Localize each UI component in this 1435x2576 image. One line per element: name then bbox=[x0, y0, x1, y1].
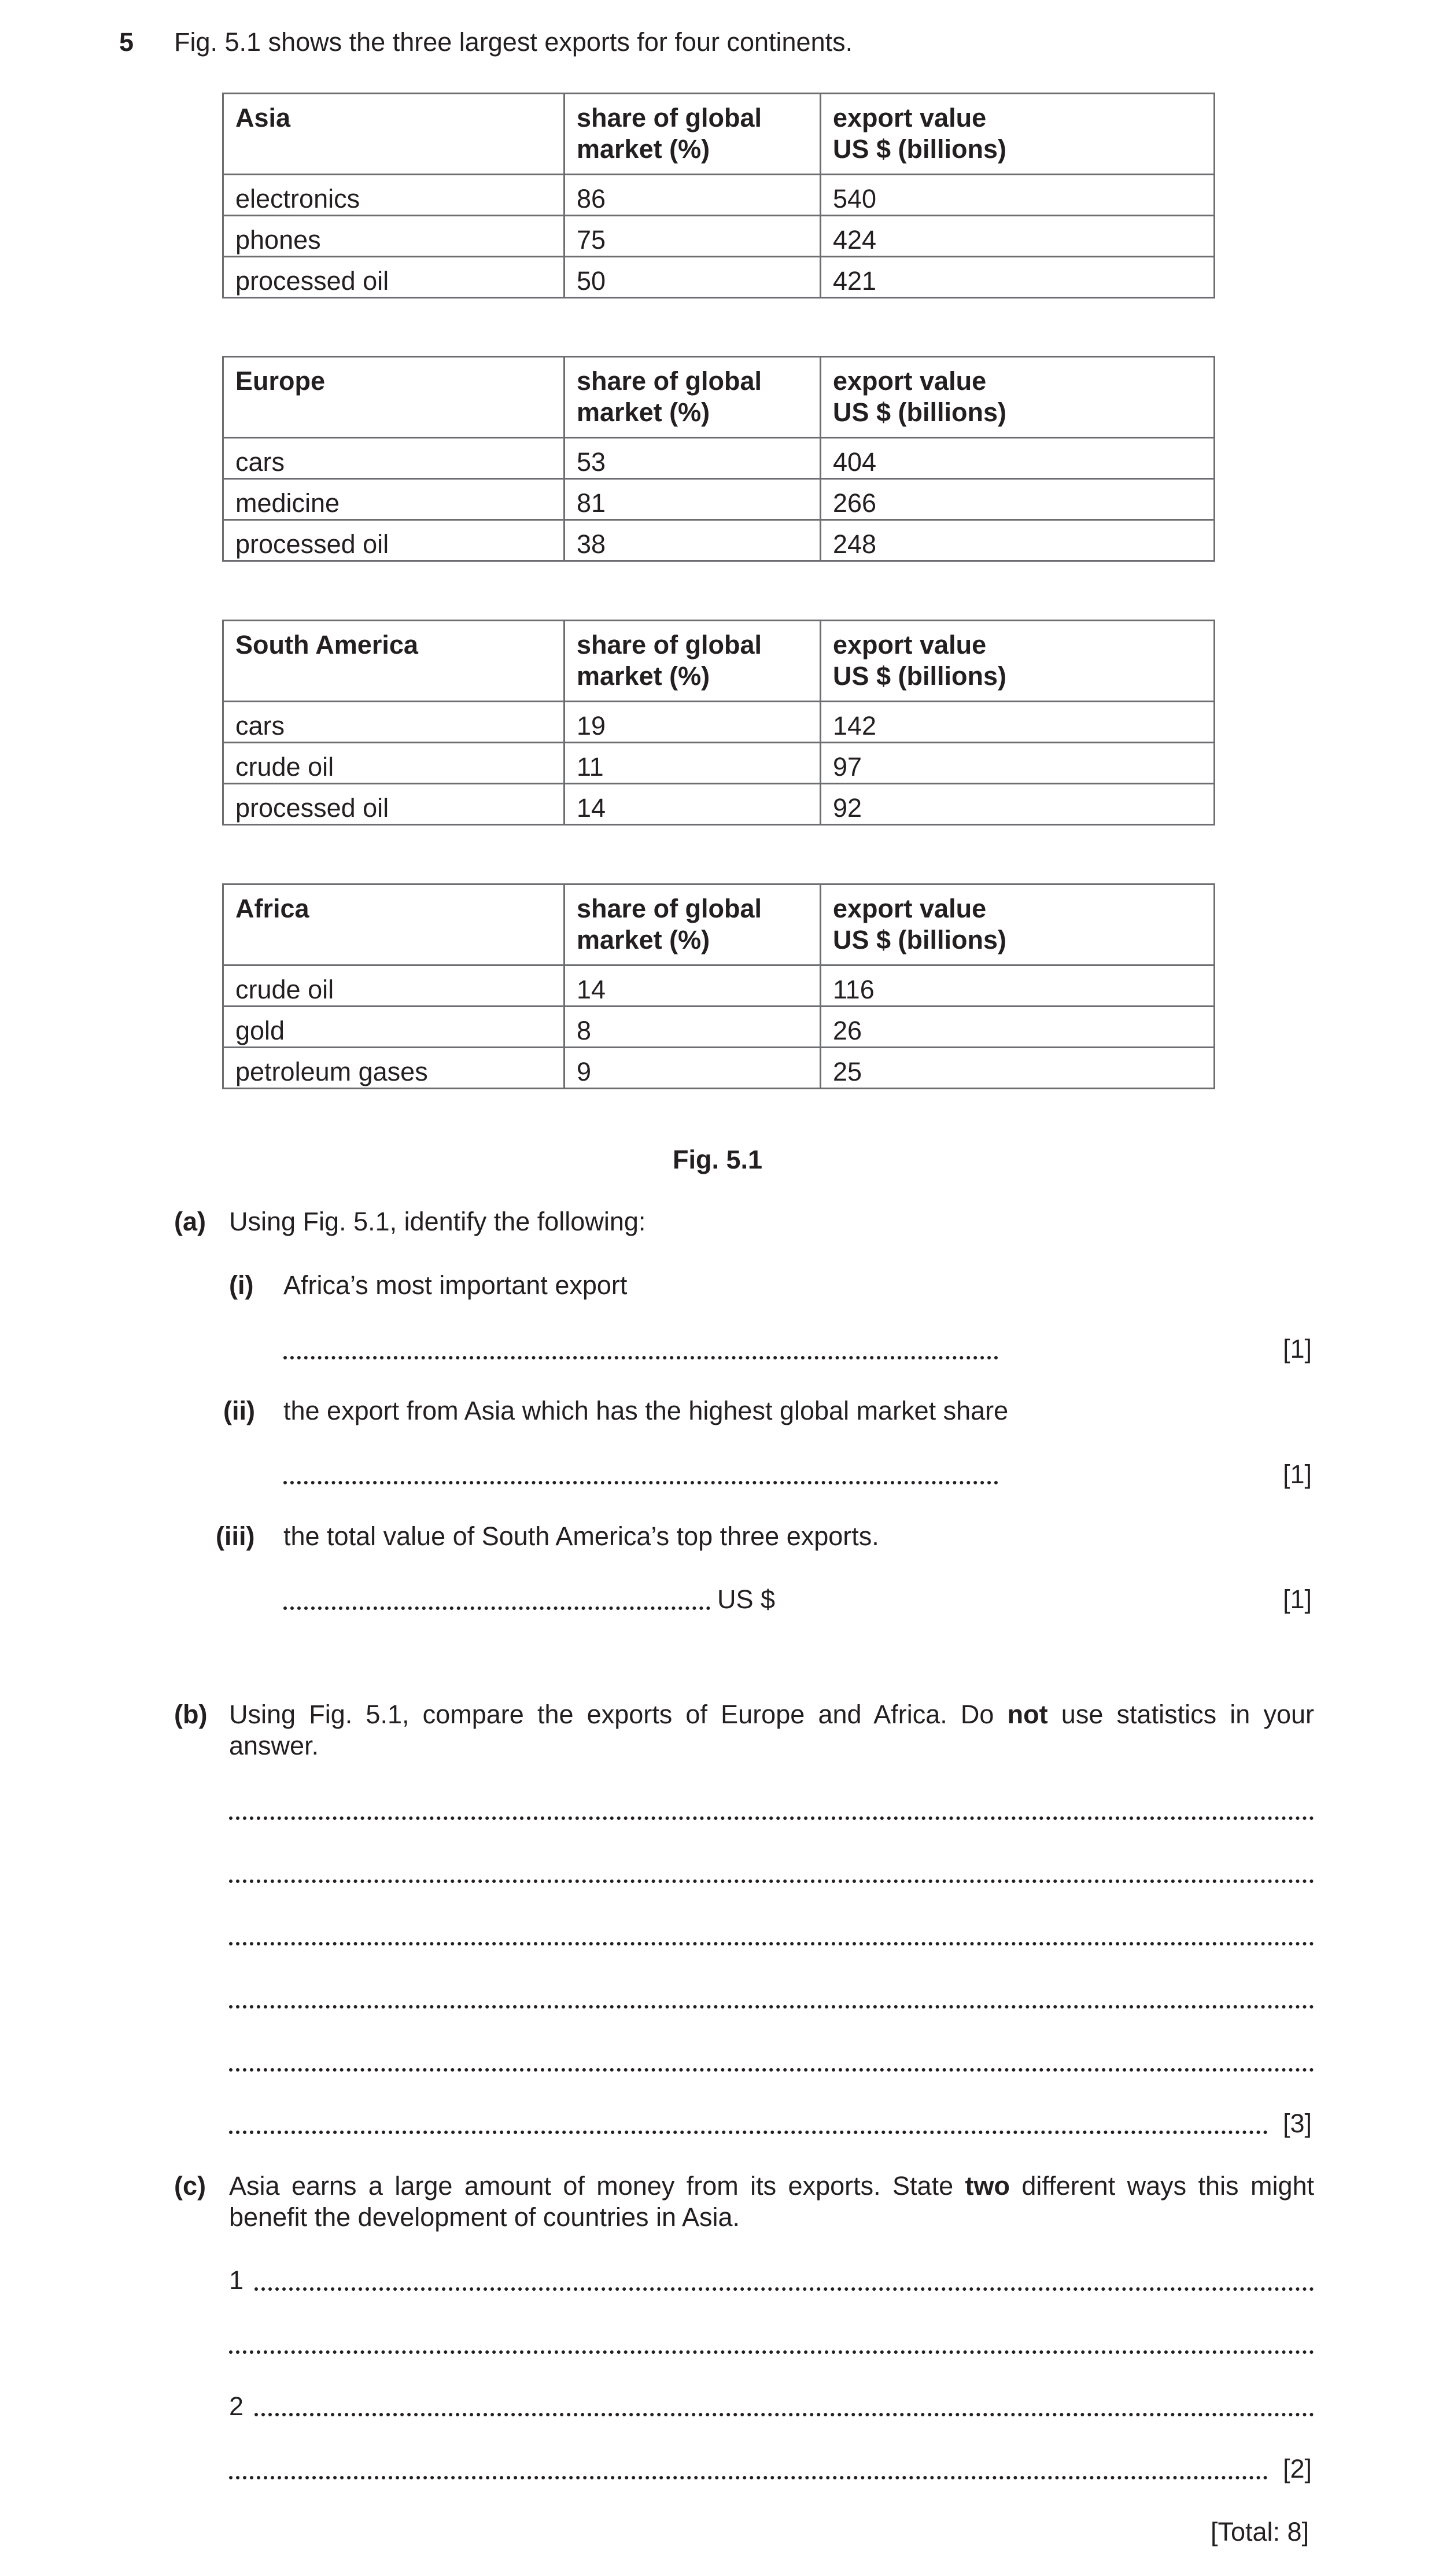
share-header: share of global market (%) bbox=[565, 94, 821, 175]
export-value: 266 bbox=[821, 479, 1215, 520]
part-a-i-text: Africa’s most important export bbox=[283, 1270, 628, 1300]
export-item: processed oil bbox=[223, 520, 565, 561]
answer-line-c-1b[interactable] bbox=[229, 2350, 1314, 2354]
value-header: export value US $ (billions) bbox=[821, 885, 1215, 965]
exports-table-south-america bbox=[222, 620, 1215, 826]
table-row bbox=[223, 743, 1215, 784]
question-intro: Fig. 5.1 shows the three largest exports for four continents. bbox=[174, 27, 853, 57]
continent-heading: Africa bbox=[223, 885, 565, 965]
answer-line-b-6[interactable] bbox=[229, 2131, 1268, 2134]
export-item: cars bbox=[223, 438, 565, 479]
part-b-label: (b) bbox=[174, 1700, 208, 1729]
export-item: medicine bbox=[223, 479, 565, 520]
table-row bbox=[223, 438, 1215, 479]
value-header: export value US $ (billions) bbox=[821, 621, 1215, 702]
table-row bbox=[223, 520, 1215, 561]
answer-line-b-5[interactable] bbox=[229, 2068, 1314, 2072]
exports-table-asia bbox=[222, 93, 1215, 298]
export-share: 75 bbox=[565, 216, 821, 257]
answer-line-b-4[interactable] bbox=[229, 2005, 1314, 2009]
export-item: petroleum gases bbox=[223, 1048, 565, 1089]
export-item: processed oil bbox=[223, 257, 565, 298]
answer-line-a-i[interactable] bbox=[283, 1356, 998, 1359]
table-row bbox=[223, 1048, 1215, 1089]
answer-line-a-iii[interactable] bbox=[283, 1606, 710, 1610]
total-marks: [Total: 8] bbox=[1211, 2517, 1309, 2546]
answer-line-a-ii[interactable] bbox=[283, 1481, 998, 1484]
export-item: crude oil bbox=[223, 965, 565, 1007]
export-share: 81 bbox=[565, 479, 821, 520]
share-header: share of global market (%) bbox=[565, 621, 821, 702]
export-value: 540 bbox=[821, 175, 1215, 216]
answer-line-b-3[interactable] bbox=[229, 1942, 1314, 1945]
export-share: 86 bbox=[565, 175, 821, 216]
answer-line-c-2b[interactable] bbox=[229, 2476, 1268, 2479]
export-share: 14 bbox=[565, 965, 821, 1007]
export-value: 26 bbox=[821, 1007, 1215, 1048]
answer-number-2: 2 bbox=[229, 2391, 244, 2421]
export-share: 50 bbox=[565, 257, 821, 298]
export-value: 404 bbox=[821, 438, 1215, 479]
table-row bbox=[223, 257, 1215, 298]
export-share: 14 bbox=[565, 784, 821, 825]
part-c-text: Asia earns a large amount of money from its exports. State two different ways this might benefit the development of countries in Asia. bbox=[229, 2171, 1315, 2232]
question-number: 5 bbox=[119, 27, 134, 57]
part-a-text: Using Fig. 5.1, identify the following: bbox=[229, 1207, 646, 1236]
export-item: processed oil bbox=[223, 784, 565, 825]
unit-us-dollar: US $ bbox=[717, 1584, 776, 1614]
table-row bbox=[223, 702, 1215, 743]
export-value: 116 bbox=[821, 965, 1215, 1007]
part-a-ii-text: the export from Asia which has the highest global market share bbox=[283, 1396, 1009, 1425]
exports-table-europe bbox=[222, 356, 1215, 562]
export-value: 142 bbox=[821, 702, 1215, 743]
share-header: share of global market (%) bbox=[565, 885, 821, 965]
export-value: 92 bbox=[821, 784, 1215, 825]
table-row bbox=[223, 784, 1215, 825]
answer-line-b-1[interactable] bbox=[229, 1816, 1314, 1820]
export-value: 421 bbox=[821, 257, 1215, 298]
export-share: 53 bbox=[565, 438, 821, 479]
export-share: 19 bbox=[565, 702, 821, 743]
value-header: export value US $ (billions) bbox=[821, 94, 1215, 175]
continent-heading: South America bbox=[223, 621, 565, 702]
exports-table-africa bbox=[222, 883, 1215, 1089]
part-a-i-label: (i) bbox=[229, 1270, 254, 1300]
table-row bbox=[223, 216, 1215, 257]
part-a-iii-text: the total value of South America’s top three exports. bbox=[283, 1521, 879, 1551]
export-item: crude oil bbox=[223, 743, 565, 784]
mark-a-i: [1] bbox=[1283, 1334, 1312, 1363]
export-share: 38 bbox=[565, 520, 821, 561]
export-share: 9 bbox=[565, 1048, 821, 1089]
part-c-label: (c) bbox=[174, 2171, 206, 2201]
share-header: share of global market (%) bbox=[565, 357, 821, 438]
export-value: 424 bbox=[821, 216, 1215, 257]
part-b-text: Using Fig. 5.1, compare the exports of Europe and Africa. Do not use statistics in your answer. bbox=[229, 1700, 1315, 1760]
export-item: electronics bbox=[223, 175, 565, 216]
part-a-iii-label: (iii) bbox=[216, 1521, 255, 1551]
table-row bbox=[223, 1007, 1215, 1048]
part-a-label: (a) bbox=[174, 1207, 206, 1236]
figure-caption: Fig. 5.1 bbox=[672, 1145, 763, 1174]
export-item: phones bbox=[223, 216, 565, 257]
table-row bbox=[223, 965, 1215, 1007]
answer-line-b-2[interactable] bbox=[229, 1880, 1314, 1883]
export-item: gold bbox=[223, 1007, 565, 1048]
mark-c: [2] bbox=[1283, 2454, 1312, 2483]
table-header-row bbox=[223, 94, 1215, 175]
export-value: 25 bbox=[821, 1048, 1215, 1089]
continent-heading: Asia bbox=[223, 94, 565, 175]
export-share: 11 bbox=[565, 743, 821, 784]
export-share: 8 bbox=[565, 1007, 821, 1048]
continent-heading: Europe bbox=[223, 357, 565, 438]
part-a-ii-label: (ii) bbox=[223, 1396, 255, 1425]
table-header-row bbox=[223, 885, 1215, 965]
answer-line-c-1a[interactable] bbox=[254, 2287, 1314, 2291]
table-header-row bbox=[223, 621, 1215, 702]
export-value: 248 bbox=[821, 520, 1215, 561]
export-value: 97 bbox=[821, 743, 1215, 784]
answer-line-c-2a[interactable] bbox=[254, 2413, 1314, 2416]
answer-number-1: 1 bbox=[229, 2265, 244, 2295]
table-row bbox=[223, 175, 1215, 216]
mark-a-iii: [1] bbox=[1283, 1584, 1312, 1614]
value-header: export value US $ (billions) bbox=[821, 357, 1215, 438]
mark-b: [3] bbox=[1283, 2109, 1312, 2138]
table-header-row bbox=[223, 357, 1215, 438]
export-item: cars bbox=[223, 702, 565, 743]
mark-a-ii: [1] bbox=[1283, 1460, 1312, 1489]
table-row bbox=[223, 479, 1215, 520]
